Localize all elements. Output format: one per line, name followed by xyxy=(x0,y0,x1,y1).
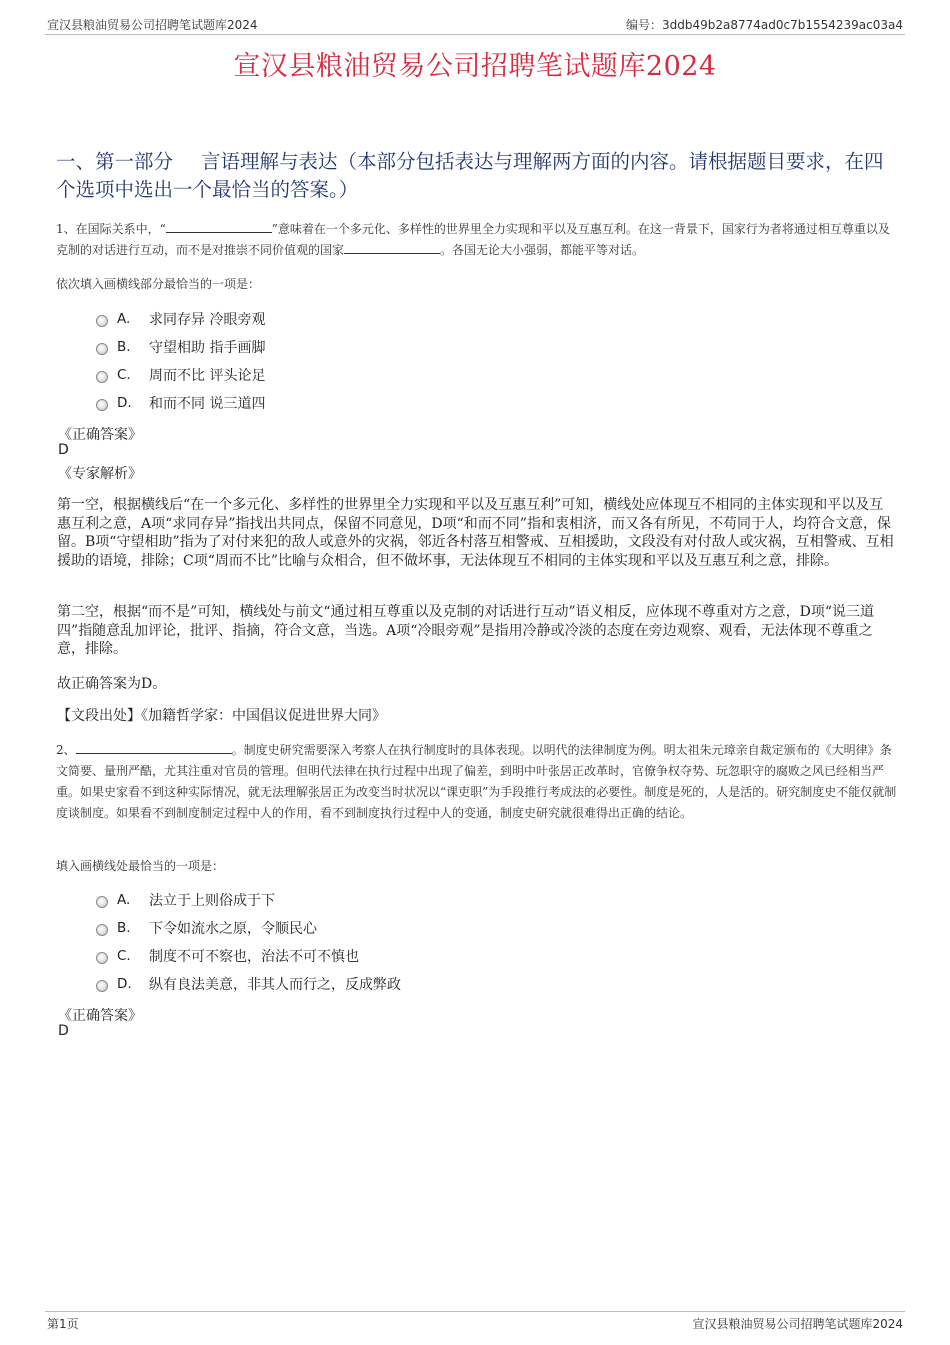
section-heading-text: 言语理解与表达（本部分包括表达与理解两方面的内容。请根据题目要求，在四个选项中选出一个最恰当的答案。） xyxy=(56,150,884,201)
q2-option-c[interactable] xyxy=(96,946,359,966)
q2-prompt: 填入画横线处最恰当的一项是： xyxy=(56,859,225,873)
option-text: 周而不比 评头论足 xyxy=(149,368,266,384)
q2-option-a[interactable] xyxy=(96,890,275,910)
q1-source: 【文段出处】《加籍哲学家：中国倡议促进世界大同》 xyxy=(57,708,386,724)
footer-doc-title: 宣汉县粮油贸易公司招聘笔试题库2024 xyxy=(692,1317,903,1331)
option-letter: B. xyxy=(117,920,131,936)
q1-analysis-para-2: 第二空，根据“而不是”可知，横线处与前文“通过相互尊重以及克制的对话进行互动”语义相反，应体现不尊重对方之意，D项“说三道四”指随意乱加评论，批评、指摘，符合文意，当选。A项“冷眼旁观”是指用冷静或冷淡的态度在旁边观察、观看，无法体现不尊重之意，排除。 xyxy=(57,604,875,657)
radio-icon[interactable] xyxy=(96,371,108,383)
radio-icon[interactable] xyxy=(96,980,108,992)
option-letter: D. xyxy=(117,395,132,411)
q2-blank xyxy=(76,741,232,754)
document-title: 宣汉县粮油贸易公司招聘笔试题库2024 xyxy=(233,51,717,82)
q1-analysis-label: 《专家解析》 xyxy=(58,466,142,482)
option-letter: D. xyxy=(117,976,132,992)
section-heading xyxy=(56,148,896,204)
q1-option-d[interactable] xyxy=(96,393,265,413)
option-letter: A. xyxy=(117,892,131,908)
option-text: 制度不可不察也，治法不可不慎也 xyxy=(149,949,359,965)
q1-prompt: 依次填入画横线部分最恰当的一项是： xyxy=(56,277,261,291)
q1-blank-1 xyxy=(166,220,272,233)
radio-icon[interactable] xyxy=(96,315,108,327)
q1-answer-label: 《正确答案》 xyxy=(58,427,142,443)
option-text: 求同存异 冷眼旁观 xyxy=(149,312,266,328)
option-text: 法立于上则俗成于下 xyxy=(149,893,275,909)
question-1-stem xyxy=(56,219,898,261)
q1-blank-2 xyxy=(344,241,440,254)
radio-icon[interactable] xyxy=(96,952,108,964)
header-doc-title: 宣汉县粮油贸易公司招聘笔试题库2024 xyxy=(47,18,258,32)
q2-answer-label: 《正确答案》 xyxy=(58,1008,142,1024)
page-footer xyxy=(45,1311,905,1332)
option-text: 和而不同 说三道四 xyxy=(149,396,266,412)
q2-number: 2、 xyxy=(56,743,76,757)
section-part: 一、第一部分 xyxy=(56,150,174,173)
radio-icon[interactable] xyxy=(96,924,108,936)
q1-text-a: ”意味着在一个多元化、多样性的世界里全力实现和平以及互惠互利。在这一背景下，国家行为者将通过相互尊重以及克制的对话进行互动，而不是对推崇不同价值观的国家 xyxy=(56,222,890,257)
q2-option-b[interactable] xyxy=(96,918,317,938)
header-doc-id: 编号：3ddb49b2a8774ad0c7b1554239ac03a4 xyxy=(625,18,903,32)
q1-option-a[interactable] xyxy=(96,309,265,329)
q1-text-b: 。各国无论大小强弱，都能平等对话。 xyxy=(440,243,645,257)
option-letter: C. xyxy=(117,367,131,383)
option-letter: C. xyxy=(117,948,131,964)
q2-answer: D xyxy=(58,1023,69,1039)
q1-option-c[interactable] xyxy=(96,365,265,385)
footer-page-number: 第1页 xyxy=(47,1317,79,1331)
page-header xyxy=(45,14,905,35)
option-letter: B. xyxy=(117,339,131,355)
option-letter: A. xyxy=(117,311,131,327)
option-text: 守望相助 指手画脚 xyxy=(149,340,266,356)
radio-icon[interactable] xyxy=(96,896,108,908)
q2-text: 。制度史研究需要深入考察人在执行制度时的具体表现。以明代的法律制度为例。明太祖朱元璋亲自裁定颁布的《大明律》条文简要、量刑严酷，尤其注重对官员的管理。但明代法律在执行过程中出现了偏差，到明中叶张居正改革时，官僚争权夺势、玩忽职守的腐败之风已经相当严重。如果史家看不到这种实际情况，就无法理解张居正为改变当时状况以“课吏职”为手段推行考成法的必要性。制度是死的，人是活的。研究制度史不能仅就制度谈制度。如果看不到制度制定过程中人的作用，看不到制度执行过程中人的变通，制度史研究就很难得出正确的结论。 xyxy=(56,743,897,820)
question-2-stem xyxy=(56,740,898,824)
q1-number: 1、在国际关系中，“ xyxy=(56,222,166,236)
q1-analysis-para-1: 第一空，根据横线后“在一个多元化、多样性的世界里全力实现和平以及互惠互利”可知，横线处应体现互不相同的主体实现和平以及互惠互利之意，A项“求同存异”指找出共同点，保留不同意见，D项“和而不同”指和衷相济，而又各有所见，不苟同于人，均符合文意，保留。B项“守望相助”指为了对付来犯的敌人或意外的灾祸，邻近各村落互相警戒、互相援助，文段没有对付敌人或灾祸，互相警戒、互相援助的语境，排除；C项“周而不比”比喻与众相合，但不做坏事，无法体现互不相同的主体实现和平以及互惠互利之意，排除。 xyxy=(57,497,894,569)
option-text: 下令如流水之原，令顺民心 xyxy=(149,921,317,937)
q1-analysis-conclusion: 故正确答案为D。 xyxy=(57,676,167,692)
radio-icon[interactable] xyxy=(96,399,108,411)
q2-option-d[interactable] xyxy=(96,974,401,994)
q1-option-b[interactable] xyxy=(96,337,265,357)
radio-icon[interactable] xyxy=(96,343,108,355)
q1-answer: D xyxy=(58,442,69,458)
option-text: 纵有良法美意，非其人而行之，反成弊政 xyxy=(149,977,401,993)
